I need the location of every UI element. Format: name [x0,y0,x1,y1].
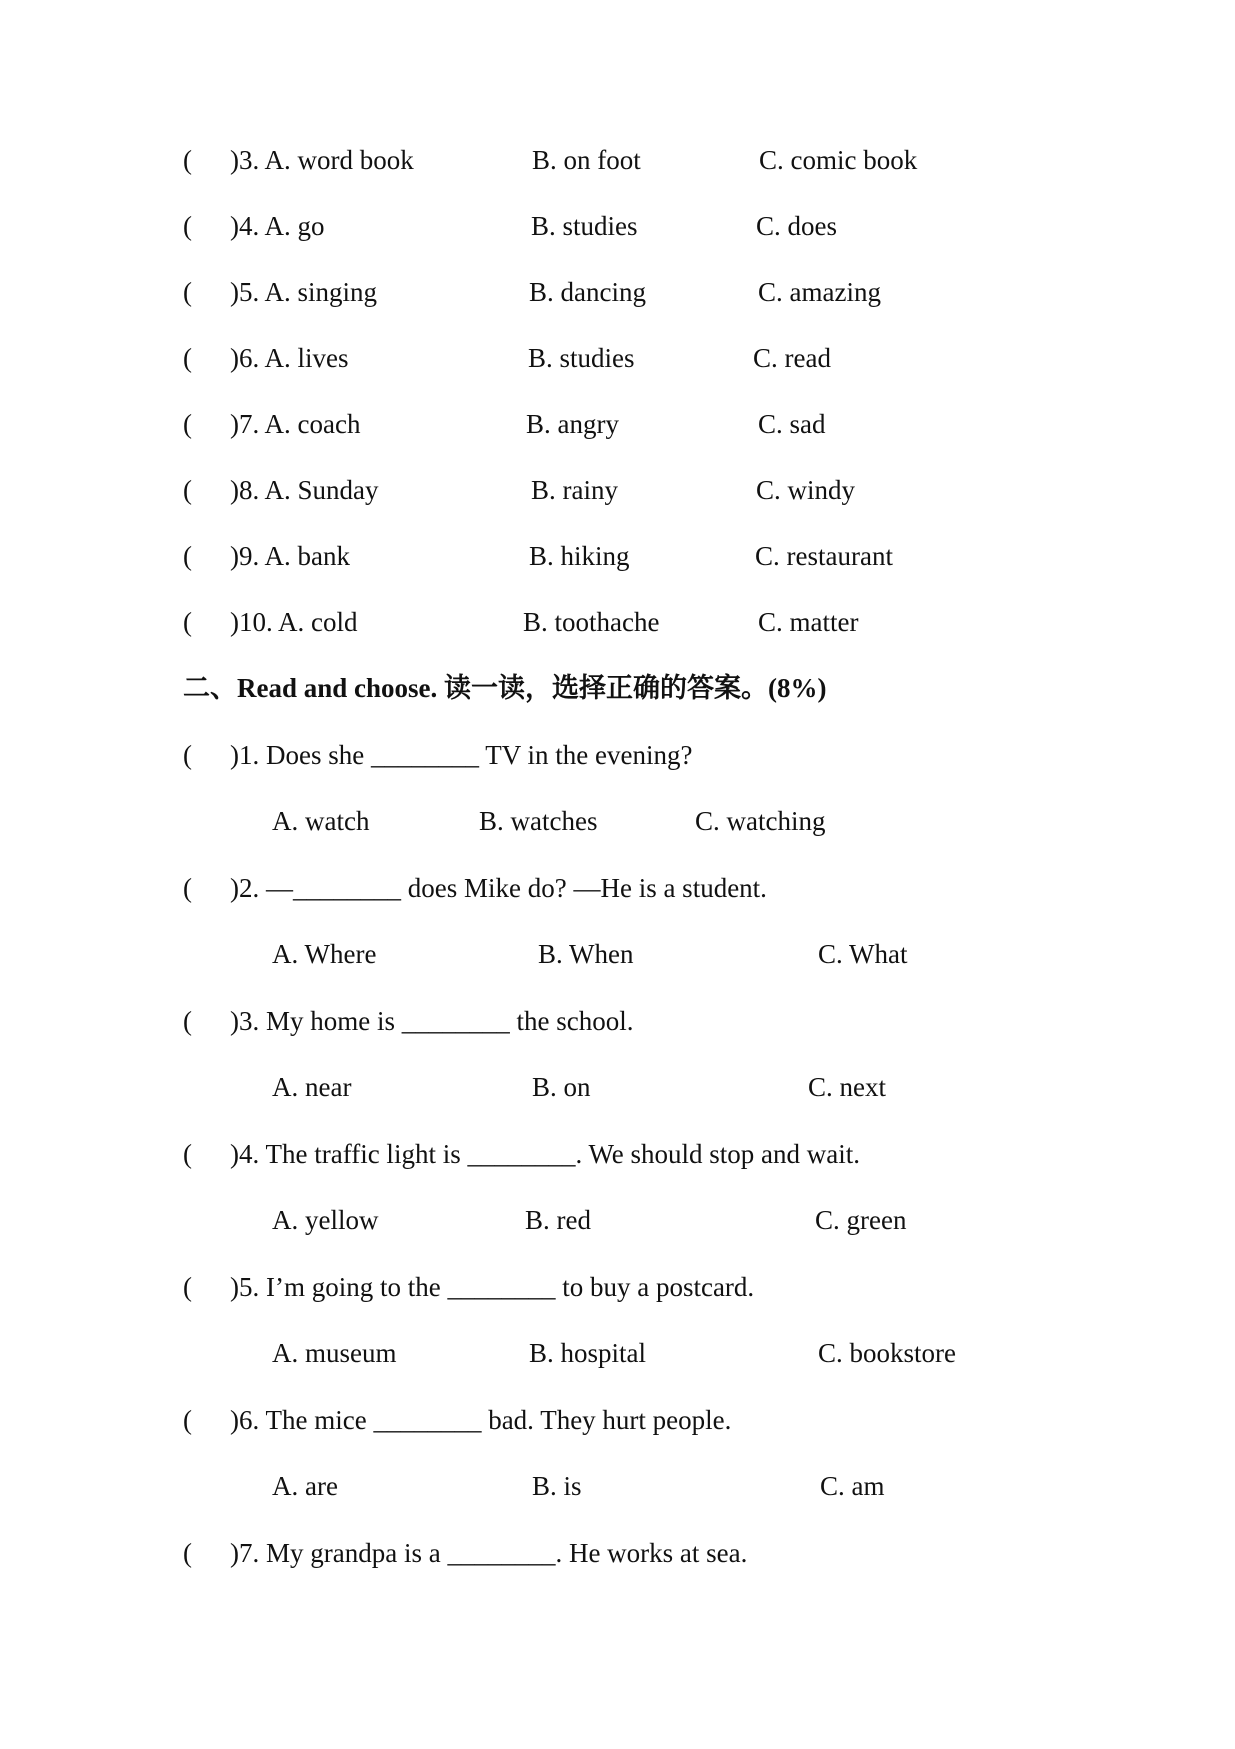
answer-paren: ( [183,277,192,307]
answer-paren: ( [183,475,192,505]
answer-paren: ( [183,1272,192,1302]
item-option-b: B. toothache [523,607,660,637]
s2-question-2 [0,868,1235,908]
item-option-a: )8. A. Sunday [230,475,379,505]
option-b: B. red [525,1205,591,1235]
item-option-a: )10. A. cold [230,607,358,637]
answer-paren: ( [183,1006,192,1036]
s1-item-7 [0,404,1235,444]
option-a: A. are [272,1471,338,1501]
option-b: B. hospital [529,1338,647,1368]
option-a: A. watch [272,806,370,836]
answer-paren: ( [183,343,192,373]
answer-paren: ( [183,145,192,175]
item-option-c: C. amazing [758,277,881,307]
option-c: C. green [815,1205,907,1235]
option-b: B. When [538,939,634,969]
item-option-c: C. sad [758,409,826,439]
s2-options-5 [0,1333,1235,1373]
item-option-b: B. dancing [529,277,646,307]
answer-paren: ( [183,740,192,770]
s1-item-6 [0,338,1235,378]
question-text: )7. My grandpa is a ________. He works at sea. [230,1538,748,1568]
item-option-c: C. does [756,211,837,241]
question-text: )5. I’m going to the ________ to buy a postcard. [230,1272,755,1302]
item-option-c: C. windy [756,475,856,505]
option-c: C. am [820,1471,885,1501]
s2-options-1 [0,801,1235,841]
item-option-b: B. hiking [529,541,630,571]
item-option-b: B. rainy [531,475,618,505]
s2-question-7 [0,1533,1235,1573]
option-b: B. is [532,1471,582,1501]
option-a: A. yellow [272,1205,379,1235]
s2-options-3 [0,1067,1235,1107]
answer-paren: ( [183,873,192,903]
item-option-a: )5. A. singing [230,277,378,307]
option-c: C. next [808,1072,886,1102]
option-a: A. near [272,1072,352,1102]
s1-item-5 [0,272,1235,312]
s1-item-3 [0,140,1235,180]
item-option-c: C. read [753,343,831,373]
s2-question-4 [0,1134,1235,1174]
option-c: C. watching [695,806,826,836]
s2-question-6 [0,1400,1235,1440]
question-text: )2. —________ does Mike do? —He is a student. [230,873,767,903]
item-option-b: B. angry [526,409,619,439]
s2-question-3 [0,1001,1235,1041]
item-option-a: )4. A. go [230,211,325,241]
s1-item-10 [0,602,1235,642]
item-option-c: C. restaurant [755,541,893,571]
question-text: )6. The mice ________ bad. They hurt people. [230,1405,732,1435]
item-option-b: B. on foot [532,145,641,175]
s2-options-2 [0,934,1235,974]
s1-item-9 [0,536,1235,576]
question-text: )4. The traffic light is ________. We should stop and wait. [230,1139,861,1169]
option-b: B. on [532,1072,591,1102]
s2-options-4 [0,1200,1235,1240]
s2-options-6 [0,1466,1235,1506]
option-b: B. watches [479,806,598,836]
item-option-c: C. matter [758,607,859,637]
answer-paren: ( [183,607,192,637]
option-a: A. museum [272,1338,397,1368]
s1-item-4 [0,206,1235,246]
s2-question-5 [0,1267,1235,1307]
answer-paren: ( [183,541,192,571]
s1-item-8 [0,470,1235,510]
question-text: )1. Does she ________ TV in the evening? [230,740,693,770]
item-option-a: )3. A. word book [230,145,414,175]
option-c: C. bookstore [818,1338,956,1368]
answer-paren: ( [183,409,192,439]
answer-paren: ( [183,1139,192,1169]
item-option-b: B. studies [531,211,638,241]
item-option-c: C. comic book [759,145,918,175]
item-option-a: )9. A. bank [230,541,350,571]
item-option-a: )6. A. lives [230,343,349,373]
s2-question-1 [0,735,1235,775]
item-option-b: B. studies [528,343,635,373]
option-c: C. What [818,939,908,969]
option-a: A. Where [272,939,377,969]
item-option-a: )7. A. coach [230,409,361,439]
answer-paren: ( [183,1405,192,1435]
section-heading: 二、Read and choose. 读一读，选择正确的答案。(8%) [183,673,827,703]
question-text: )3. My home is ________ the school. [230,1006,634,1036]
answer-paren: ( [183,1538,192,1568]
answer-paren: ( [183,211,192,241]
